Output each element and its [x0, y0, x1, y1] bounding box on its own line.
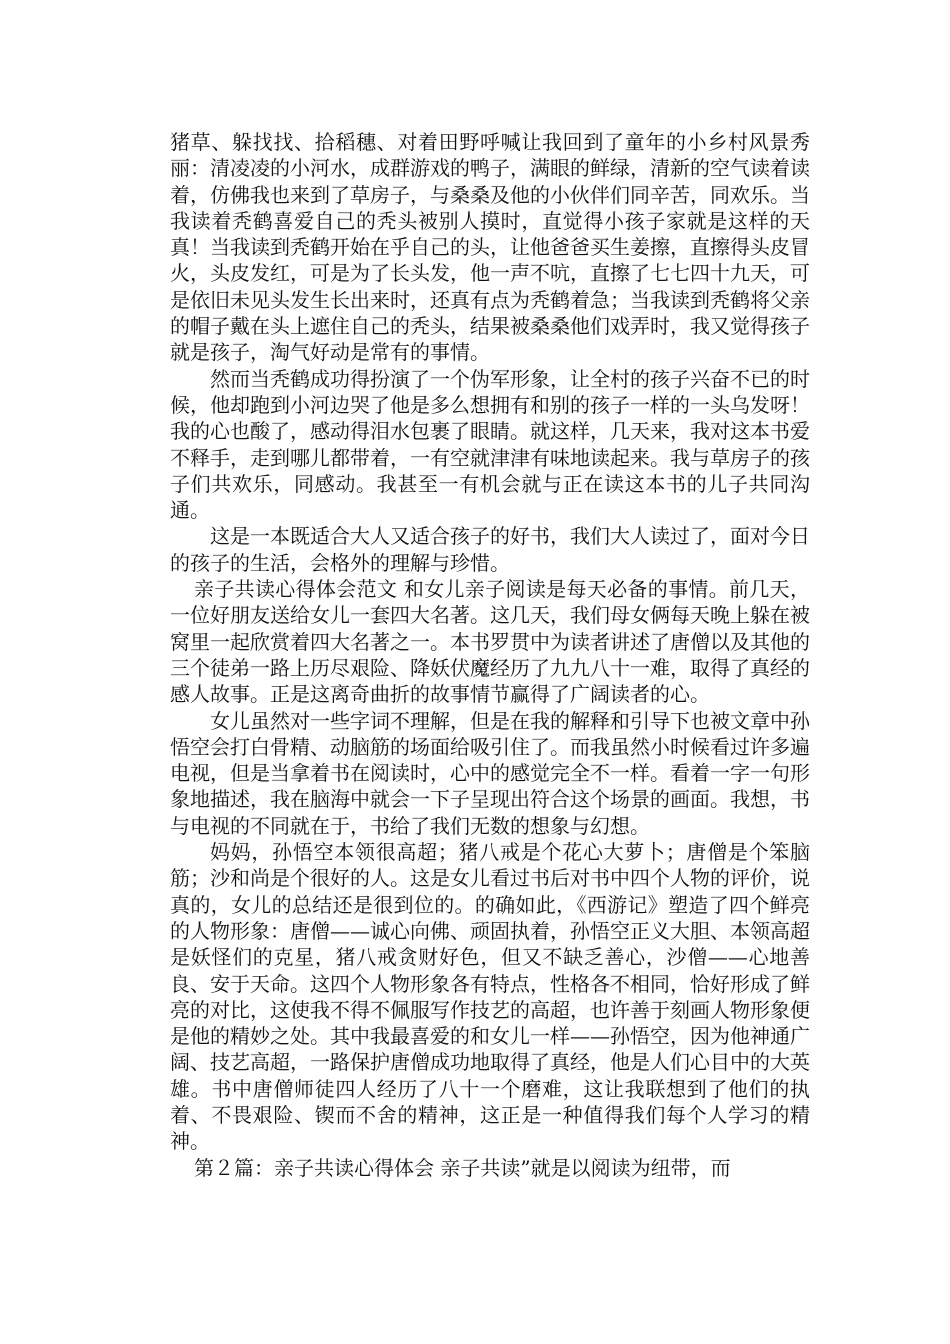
- paragraph-bald-crane-soldier: 然而当秃鹤成功得扮演了一个伪军形象，让全村的孩子兴奋不已的时候，他却跑到小河边哭了他是多么想拥有和别的孩子一样的一头乌发呀！我的心也酸了，感动得泪水包裹了眼睛。就这样，几天来，我对这本书爱不释手，走到哪儿都带着，一有空就津津有味地读起来。我与草房子的孩子们共欢乐，同感动。我甚至一有机会就与正在读这本书的儿子共同沟通。: [170, 366, 810, 523]
- paragraph-character-review: 妈妈，孙悟空本领很高超；猪八戒是个花心大萝卜；唐僧是个笨脑筋；沙和尚是个很好的人。这是女儿看过书后对书中四个人物的评价，说真的，女儿的总结还是很到位的。的确如此，《西游记》塑造了四个鲜亮的人物形象：唐僧——诚心向佛、顽固执着，孙悟空正义大胆、本领高超是妖怪们的克星，猪八戒贪财好色，但又不缺乏善心，沙僧——心地善良、安于天命。这四个人物形象各有特点，性格各不相同，恰好形成了鲜亮的对比，这使我不得不佩服写作技艺的高超，也许善于刻画人物形象便是他的精妙之处。其中我最喜爱的和女儿一样——孙悟空，因为他神通广阔、技艺高超，一路保护唐僧成功地取得了真经，他是人们心目中的大英雄。书中唐僧师徒四人经历了八十一个磨难，这让我联想到了他们的执着、不畏艰险、锲而不舍的精神，这正是一种值得我们每个人学习的精神。: [170, 840, 810, 1154]
- paragraph-daughter-reading: 女儿虽然对一些字词不理解，但是在我的解释和引导下也被文章中孙悟空会打白骨精、动脑筋的场面给吸引住了。而我虽然小时候看过许多遍电视，但是当拿着书在阅读时，心中的感觉完全不一样。看着一字一句形象地描述，我在脑海中就会一下子呈现出符合这个场景的画面。我想，书与电视的不同就在于，书给了我们无数的想象与幻想。: [170, 708, 810, 838]
- paragraph-grass-house-memories: 猪草、躲找找、拾稻穗、对着田野呼喊让我回到了童年的小乡村风景秀丽：清凌凌的小河水，成群游戏的鸭子，满眼的鲜绿，清新的空气读着读着，仿佛我也来到了草房子，与桑桑及他的小伙伴们同辛苦，同欢乐。当我读着秃鹤喜爱自己的秃头被别人摸时，直觉得小孩子家就是这样的天真！当我读到秃鹤开始在乎自己的头，让他爸爸买生姜擦，直擦得头皮冒火，头皮发红，可是为了长头发，他一声不吭，直擦了七七四十九天，可是依旧未见头发生长出来时，还真有点为秃鹤着急；当我读到秃鹤将父亲的帽子戴在头上遮住自己的秃头，结果被桑桑他们戏弄时，我又觉得孩子就是孩子，淘气好动是常有的事情。: [170, 130, 810, 365]
- paragraph-good-book: 这是一本既适合大人又适合孩子的好书，我们大人读过了，面对今日的孩子的生活，会格外的理解与珍惜。: [170, 524, 810, 575]
- paragraph-article-2-heading: 第２篇：亲子共读心得体会 亲子共读”就是以阅读为纽带，而: [194, 1155, 731, 1180]
- document-page: [170, 129, 810, 1181]
- paragraph-sample-essay-intro: 亲子共读心得体会范文 和女儿亲子阅读是每天必备的事情。前几天，一位好朋友送给女儿一套四大名著。这几天，我们母女俩每天晚上躲在被窝里一起欣赏着四大名著之一。本书罗贯中为读者讲述了唐僧以及其他的三个徒弟一路上历尽艰险、降妖伏魔经历了九九八十一难，取得了真经的感人故事。正是这离奇曲折的故事情节赢得了广阔读者的心。: [170, 577, 810, 707]
